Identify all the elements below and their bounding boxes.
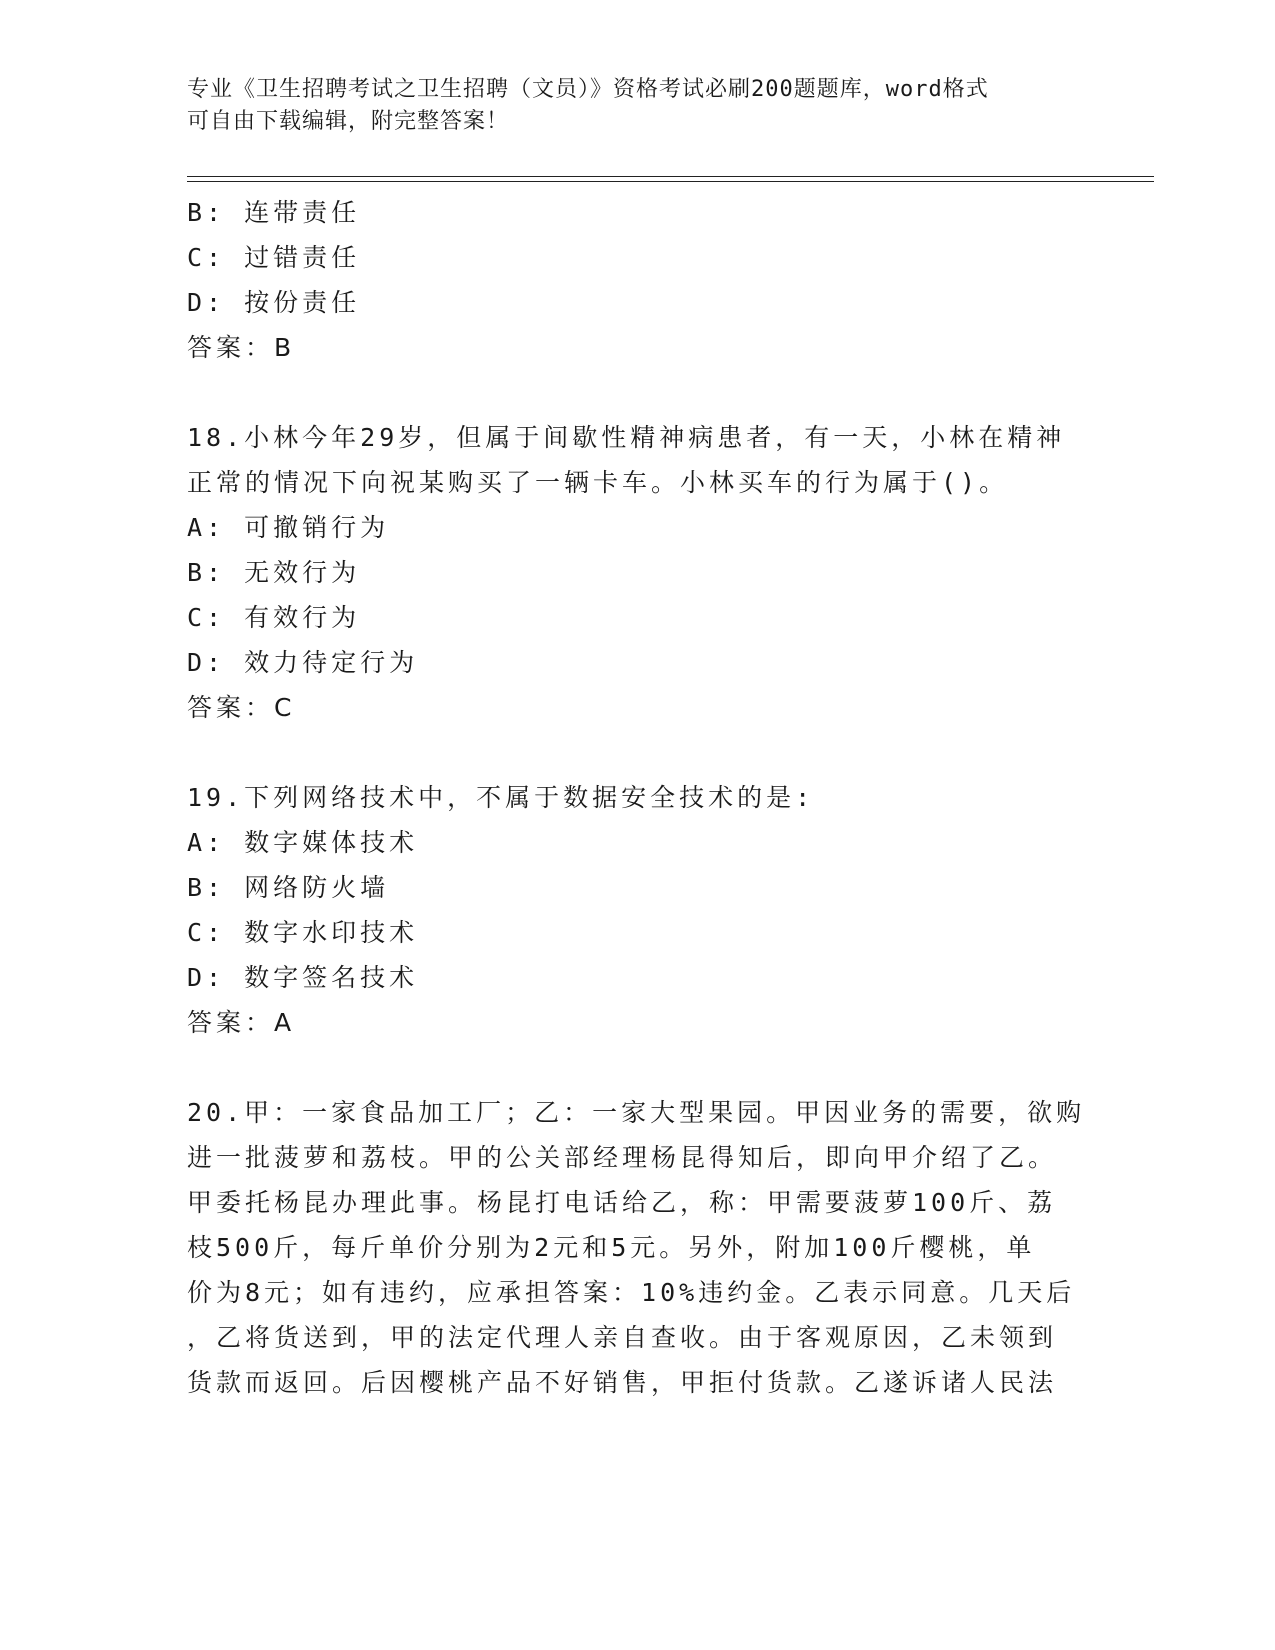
option-b: B: 网络防火墙 [187,873,390,902]
header-divider-bottom [187,181,1154,182]
question-content [187,190,1087,1405]
option-d: D: 效力待定行为 [187,648,419,677]
question-18 [187,415,1087,730]
question-20 [187,1090,1087,1405]
header-title-line-2: 可自由下载编辑，附完整答案！ [187,109,510,134]
question-stem-line: 20.甲：一家食品加工厂；乙：一家大型果园。甲因业务的需要，欲购 [187,1098,1086,1127]
header-title-line-1: 专业《卫生招聘考试之卫生招聘（文员）》资格考试必刷200题题库，word格式 [187,77,989,102]
page-header [187,74,1067,138]
question-stem-line: 货款而返回。后因樱桃产品不好销售，甲拒付货款。乙遂诉诸人民法 [187,1368,1058,1397]
answer-label: 答案：A [187,1008,296,1037]
answer-label: 答案：C [187,693,296,722]
question-stem-line: ，乙将货送到，甲的法定代理人亲自查收。由于客观原因，乙未领到 [187,1323,1058,1352]
option-c: C: 有效行为 [187,603,361,632]
question-gap [187,730,1087,775]
option-c: C: 数字水印技术 [187,918,419,947]
question-19 [187,775,1087,1045]
question-stem-line: 甲委托杨昆办理此事。杨昆打电话给乙，称：甲需要菠萝100斤、荔 [187,1188,1057,1217]
option-d: D: 数字签名技术 [187,963,419,992]
answer-label: 答案：B [187,333,296,362]
option-d: D: 按份责任 [187,288,361,317]
option-b: B: 无效行为 [187,558,361,587]
option-c: C: 过错责任 [187,243,361,272]
question-gap [187,1045,1087,1090]
question-stem-line: 枝500斤，每斤单价分别为2元和5元。另外，附加100斤樱桃，单 [187,1233,1036,1262]
question-stem-line: 正常的情况下向祝某购买了一辆卡车。小林买车的行为属于()。 [187,468,1009,497]
option-a: A: 可撤销行为 [187,513,390,542]
header-divider-top [187,176,1154,177]
question-stem-line: 进一批菠萝和荔枝。甲的公关部经理杨昆得知后，即向甲介绍了乙。 [187,1143,1058,1172]
option-a: A: 数字媒体技术 [187,828,419,857]
question-stem-line: 价为8元；如有违约，应承担答案：10%违约金。乙表示同意。几天后 [187,1278,1076,1307]
question-17-tail [187,190,1087,370]
question-stem-line: 18.小林今年29岁，但属于间歇性精神病患者，有一天，小林在精神 [187,423,1066,452]
question-gap [187,370,1087,415]
question-stem-line: 19.下列网络技术中，不属于数据安全技术的是: [187,783,815,812]
option-b: B: 连带责任 [187,198,361,227]
